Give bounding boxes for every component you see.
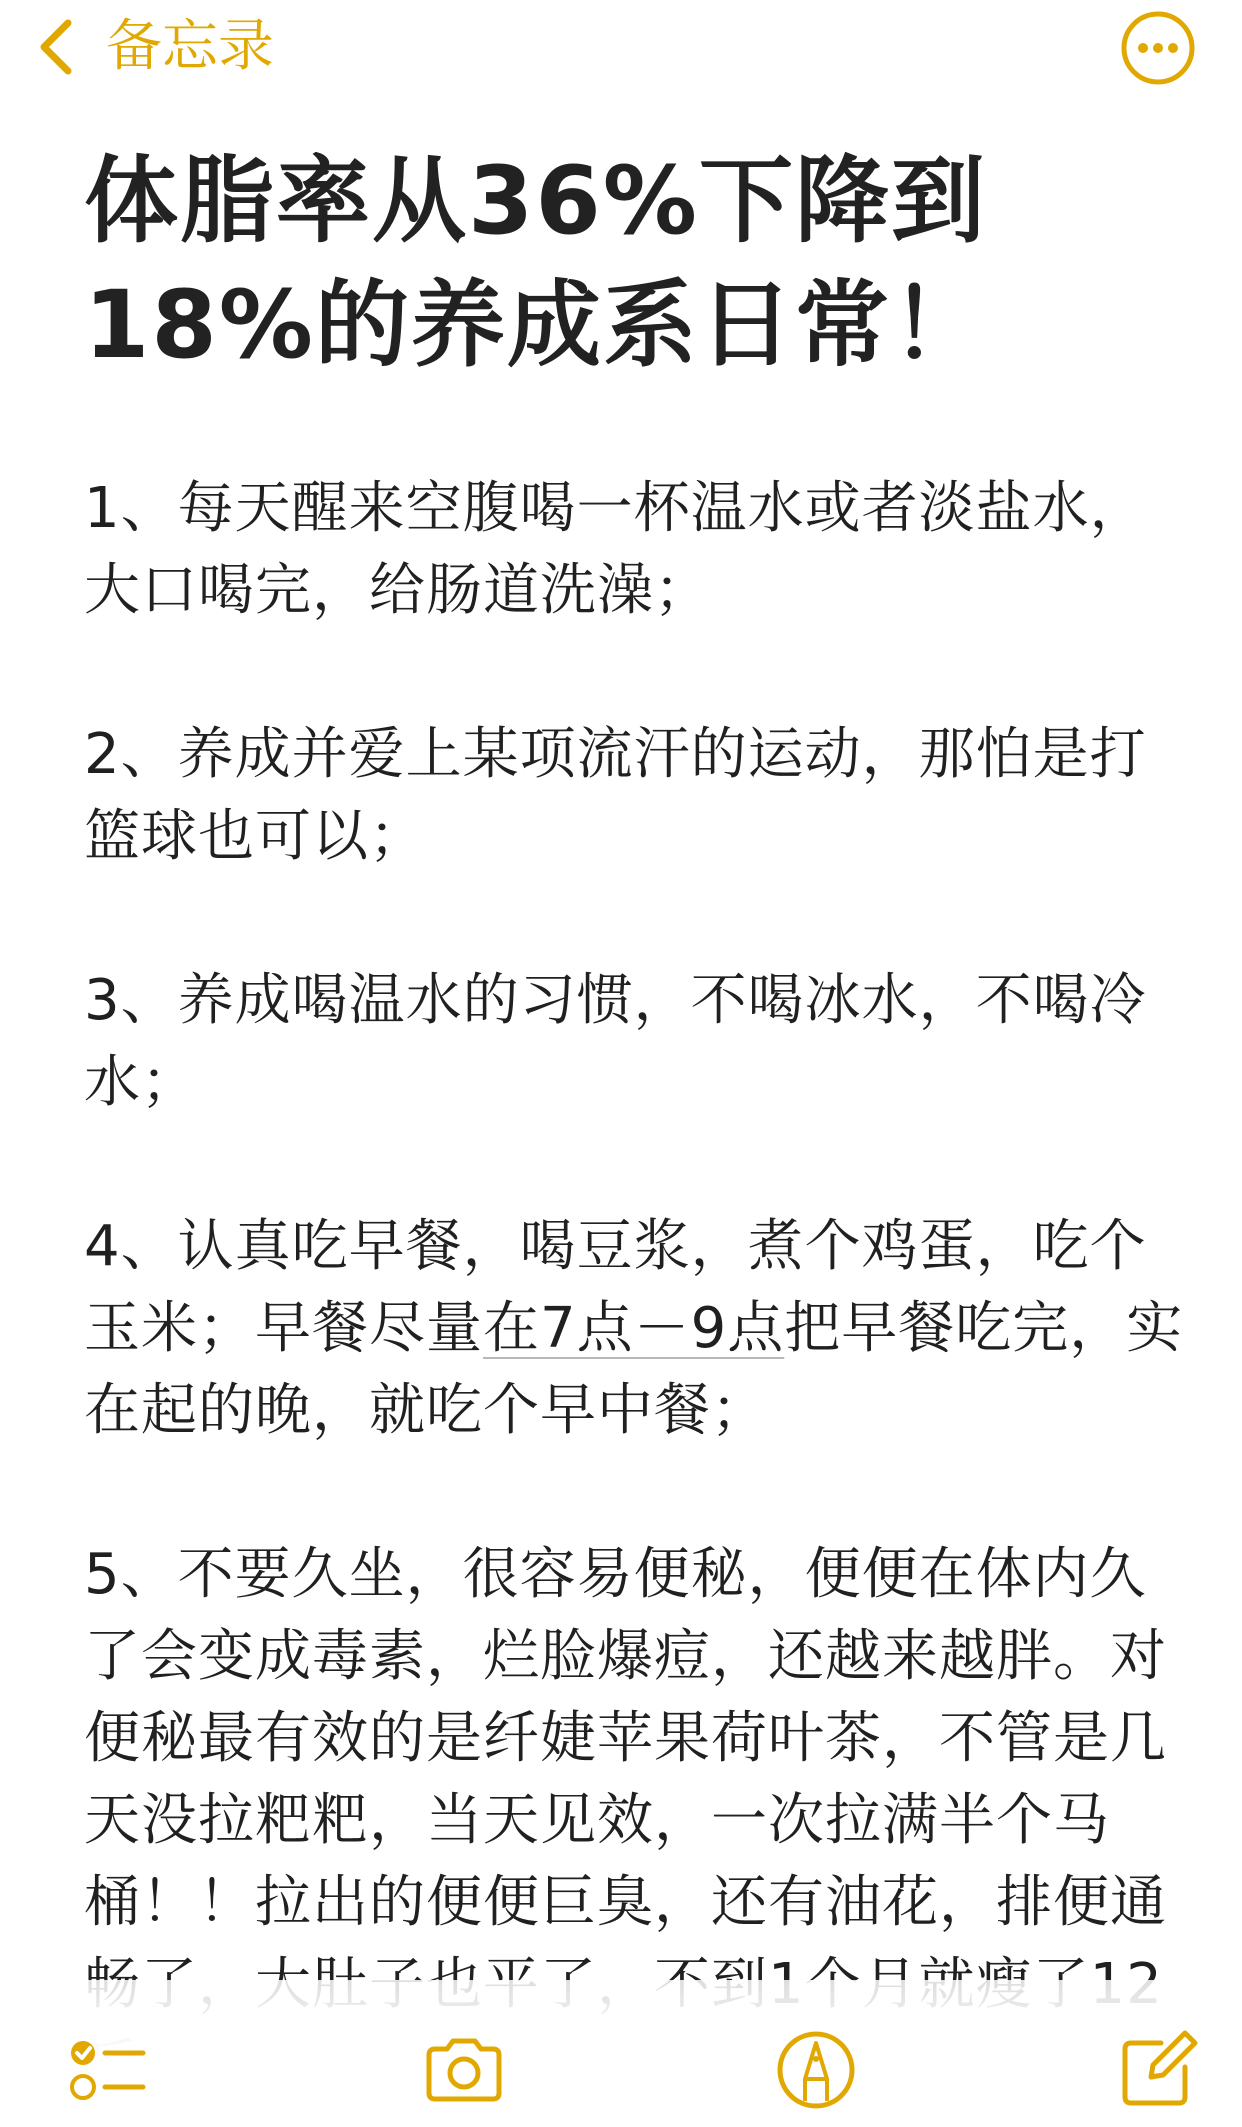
- note-paragraph: 5、不要久坐，很容易便秘，便便在体内久了会变成毒素，烂脸爆痘，还越来越胖。对便秘最有效的是纤婕苹果荷叶茶，不管是几天没拉粑粑，当天见效，一次拉满半个马桶！！拉出的便便巨臭，还有油花，排便通: [84, 1542, 1167, 1935]
- markup-pen-icon: [771, 2025, 861, 2115]
- compose-button[interactable]: [1108, 2020, 1208, 2120]
- note-paragraph: 3、养成喝温水的习惯，不喝冰水，不喝冷水；: [84, 968, 1147, 1115]
- ellipsis-circle-icon: [1120, 10, 1196, 86]
- more-button[interactable]: [1120, 10, 1196, 86]
- underlined-text: 在7点－9点: [483, 1296, 785, 1361]
- note-title: 体脂率从36%下降到18%的养成系日常！: [84, 147, 987, 380]
- paragraph-text: 4、认真吃早餐，喝豆浆，煮个鸡蛋，吃个玉米；早餐尽量: [84, 1214, 1147, 1361]
- back-button[interactable]: [36, 12, 274, 82]
- note-paragraph: [84, 1206, 1194, 1452]
- camera-button[interactable]: [414, 2020, 514, 2120]
- note-paragraph: 1、每天醒来空腹喝一杯温水或者淡盐水，大口喝完，给肠道洗澡；: [84, 476, 1147, 623]
- checklist-button[interactable]: [58, 2020, 158, 2120]
- bottom-toolbar: [0, 2020, 1242, 2127]
- paragraph-text: 把早餐吃完，实在起的晚，就吃个早中餐；: [84, 1296, 1184, 1443]
- navigation-bar: [0, 0, 1242, 100]
- back-label: 备忘录: [106, 14, 274, 79]
- note-body[interactable]: [84, 140, 1194, 2108]
- checklist-icon: [63, 2025, 153, 2115]
- camera-icon: [419, 2025, 509, 2115]
- compose-icon: [1113, 2025, 1203, 2115]
- markup-button[interactable]: [766, 2020, 866, 2120]
- chevron-left-icon: [36, 17, 76, 77]
- note-paragraph: 2、养成并爱上某项流汗的运动，那怕是打篮球也可以；: [84, 722, 1147, 869]
